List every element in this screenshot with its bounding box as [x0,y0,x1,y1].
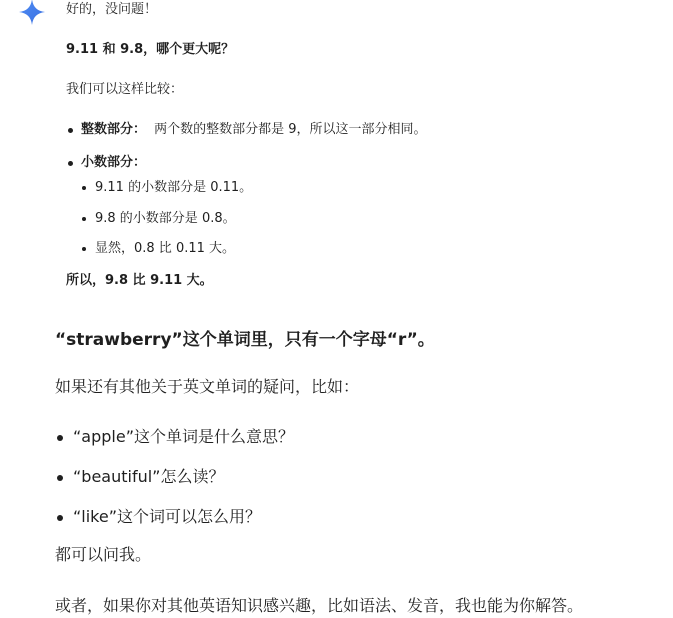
sub-bullet-dot [82,247,86,251]
decimal-part-label: 小数部分： [81,155,147,170]
intro-text: 我们可以这样比较： [66,82,184,97]
sub-bullet-dot [82,217,86,221]
closing-text: 或者，如果你对其他英语知识感兴趣，比如语法、发音，我也能为你解答。 [55,596,584,615]
integer-part-item [81,121,427,139]
sub-bullet-dot [82,186,86,190]
bullet-dot [57,435,63,441]
ask-me-text: 都可以问我。 [55,545,152,564]
example-item: “like”这个词可以怎么用？ [73,507,262,526]
conclusion-text: 所以，9.8 比 9.11 大。 [66,273,213,288]
followup-text: 如果还有其他关于英文单词的疑问，比如： [55,377,360,396]
decimal-item: 9.8 的小数部分是 0.8。 [95,211,236,226]
decimal-item: 9.11 的小数部分是 0.11。 [95,180,253,195]
integer-part-text: 两个数的整数部分都是 9，所以这一部分相同。 [154,122,427,137]
strawberry-statement: “strawberry”这个单词里，只有一个字母“r”。 [55,330,435,350]
question-heading: 9.11 和 9.8，哪个更大呢？ [66,42,235,57]
bullet-dot [68,161,73,166]
bullet-dot [57,515,63,521]
integer-part-label: 整数部分： [81,122,147,137]
bullet-dot [68,128,73,133]
example-item: “beautiful”怎么读？ [73,467,225,486]
example-item: “apple”这个单词是什么意思？ [73,427,294,446]
bullet-dot [57,475,63,481]
gemini-sparkle-icon [18,0,46,26]
decimal-item: 显然，0.8 比 0.11 大。 [95,241,236,256]
greeting-text: 好的，没问题！ [66,2,158,17]
